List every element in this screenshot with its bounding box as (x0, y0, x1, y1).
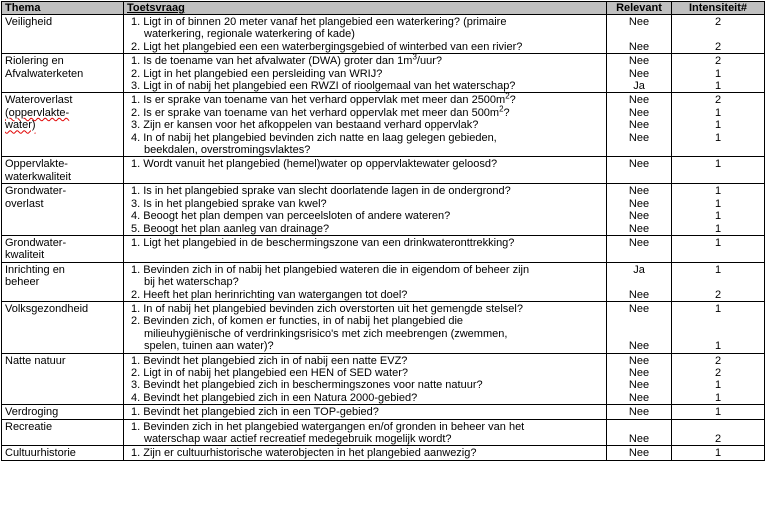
intensity-cell (672, 353, 765, 405)
intensity-value: 2 (714, 433, 722, 445)
question-cell (124, 235, 607, 262)
intensity-value: 1 (714, 379, 722, 392)
relevant-value: Nee (628, 391, 650, 404)
question-cell (124, 15, 607, 54)
intensity-cell (672, 93, 765, 157)
intensity-cell (672, 301, 765, 353)
table-row (2, 262, 765, 301)
question-line: waterschap waar actief recreatief medegebruik mogelijk wordt? (144, 433, 452, 445)
header-intensiteit: Intensiteit# (672, 2, 765, 15)
intensity-value: 2 (714, 55, 722, 68)
question-line: beekdalen, overstromingsvlaktes? (144, 144, 311, 157)
question-line: 1. Is de toename van het afvalwater (DWA) groter dan $1m^3$/uur? (131, 52, 442, 68)
header-toetsvraag: Toetsvraag (124, 2, 607, 15)
question-line: 1. Bevindt het plangebied zich in of nabij een natte EVZ? (131, 354, 408, 367)
question-cell (124, 353, 607, 405)
theme-label: kwaliteit (5, 249, 45, 262)
header-row (2, 2, 765, 15)
intensity-cell (672, 15, 765, 54)
question (131, 104, 603, 119)
relevant-cell (607, 54, 672, 93)
intensity-value: 2 (714, 40, 722, 53)
theme-cell (2, 157, 124, 184)
intensity-value: 1 (714, 80, 722, 93)
theme-label: (oppervlakte- (5, 106, 70, 119)
relevant-value: Nee (628, 185, 650, 198)
table-row (2, 235, 765, 262)
question-line: 1. In of nabij het plangebied bevinden zich overstorten uit het gemengde stelsel? (131, 302, 523, 315)
theme-label: Verdroging (5, 406, 59, 419)
relevant-value: Nee (628, 236, 650, 249)
intensity-value: 2 (714, 94, 722, 107)
question-line: 1. Zijn er cultuurhistorische waterobjecten in het plangebied aanwezig? (131, 447, 477, 460)
theme-label: beheer (5, 276, 40, 289)
theme-cell (2, 405, 124, 419)
relevant-cell (607, 157, 672, 184)
question-line: 1. Wordt vanuit het plangebied (hemel)water op oppervlaktewater geloosd? (131, 158, 498, 171)
question (131, 16, 603, 41)
question (131, 392, 603, 404)
table-row (2, 446, 765, 460)
theme-label: Veiligheid (5, 16, 53, 28)
theme-label: Grondwater- (5, 236, 67, 249)
relevant-cell (607, 405, 672, 419)
intensity-value: 1 (714, 185, 722, 198)
relevant-value: Nee (628, 406, 650, 419)
question (131, 119, 603, 131)
question (131, 264, 603, 289)
intensity-value: 1 (714, 158, 722, 171)
theme-label: Recreatie (5, 420, 53, 433)
theme-label: Afvalwaterketen (5, 67, 84, 80)
theme-label: Wateroverlast (5, 94, 73, 107)
relevant-value: Nee (628, 288, 650, 301)
relevant-value: Nee (628, 366, 650, 379)
theme-label: Oppervlakte- (5, 158, 68, 171)
theme-label: Inrichting en (5, 263, 65, 276)
intensity-value: 1 (714, 447, 722, 460)
theme-label: Riolering en (5, 55, 64, 68)
intensity-value: 1 (714, 131, 722, 144)
question-line: 3. Zijn er kansen voor het afkoppelen van bestaand verhard oppervlak? (131, 119, 479, 132)
intensity-value (672, 276, 764, 288)
table-row (2, 15, 765, 54)
question-line: 2. Ligt in het plangebied een persleiding van WRIJ? (131, 67, 383, 80)
relevant-cell (607, 446, 672, 460)
theme-label: waterkwaliteit (5, 170, 72, 183)
question (131, 80, 603, 92)
question-line: milieuhygiënische of verdrinkingsrisico's met zich meebrengen (zwemmen, (144, 327, 508, 340)
relevant-value: Nee (628, 433, 650, 445)
table-row (2, 184, 765, 236)
intensity-value (672, 421, 764, 433)
question (131, 223, 603, 235)
theme-cell (2, 446, 124, 460)
relevant-value: Nee (628, 16, 650, 28)
relevant-value: Nee (628, 55, 650, 68)
question-line: 2. Ligt het plangebied een een waterbergingsgebied of winterbed van een rivier? (131, 40, 523, 53)
table-row (2, 54, 765, 93)
question-cell (124, 54, 607, 93)
question-cell (124, 419, 607, 446)
intensity-value: 2 (714, 354, 722, 367)
question-line: waterkering, regionale waterkering of kade) (144, 28, 355, 41)
intensity-value: 2 (714, 366, 722, 379)
question (131, 447, 603, 459)
relevant-value: Nee (628, 447, 650, 460)
header-thema: Thema (2, 2, 124, 15)
relevant-value: Nee (628, 354, 650, 367)
relevant-value (607, 315, 671, 327)
relevant-value: Nee (628, 131, 650, 144)
theme-label: Volksgezondheid (5, 302, 89, 315)
table-row (2, 93, 765, 157)
relevant-value: Nee (628, 302, 650, 315)
question-line: 4. Beoogt het plan dempen van perceelsloten of andere wateren? (131, 210, 451, 223)
question-cell (124, 157, 607, 184)
question-line: 1. Bevindt het plangebied zich in een TOP-gebied? (131, 406, 379, 419)
question-line: 1. Bevinden zich in of nabij het plangebied wateren die in eigendom of beheer zijn (131, 263, 530, 276)
intensity-value: 1 (714, 236, 722, 249)
question (131, 355, 603, 367)
question (131, 237, 603, 249)
intensity-value: 1 (714, 106, 722, 119)
relevant-cell (607, 235, 672, 262)
theme-cell (2, 15, 124, 54)
table-row (2, 157, 765, 184)
question-cell (124, 93, 607, 157)
question-line: 1. Is in het plangebied sprake van slecht doorlatende lagen in de ondergrond? (131, 185, 511, 198)
relevant-value: Nee (628, 94, 650, 107)
question-line: 5. Beoogt het plan aanleg van drainage? (131, 222, 330, 235)
relevant-value: Ja (633, 80, 645, 93)
question-cell (124, 184, 607, 236)
question-line: 4. In of nabij het plangebied bevinden zich natte en laag gelegen gebieden, (131, 131, 497, 144)
question-line: 4. Bevindt het plangebied zich in een Natura 2000-gebied? (131, 391, 418, 404)
intensity-cell (672, 405, 765, 419)
intensity-value: 1 (714, 119, 722, 132)
relevant-value (607, 276, 671, 288)
question (131, 289, 603, 301)
intensity-value: 2 (714, 16, 722, 28)
theme-cell (2, 262, 124, 301)
question (131, 52, 603, 68)
relevant-cell (607, 184, 672, 236)
toetsvragen-table (1, 1, 765, 461)
question-cell (124, 446, 607, 460)
intensity-value (672, 328, 764, 340)
relevant-value (607, 28, 671, 40)
relevant-cell (607, 262, 672, 301)
question (131, 198, 603, 210)
intensity-value: 2 (714, 288, 722, 301)
intensity-cell (672, 235, 765, 262)
question (131, 421, 603, 446)
relevant-value: Nee (628, 67, 650, 80)
relevant-value (607, 328, 671, 340)
question-line: 3. Is in het plangebied sprake van kwel? (131, 197, 327, 210)
theme-label: Grondwater- (5, 185, 67, 198)
question (131, 303, 603, 315)
relevant-cell (607, 419, 672, 446)
relevant-value: Nee (628, 158, 650, 171)
question (131, 367, 603, 379)
intensity-value: 1 (714, 340, 722, 353)
question (131, 91, 603, 107)
table-body (2, 15, 765, 461)
question-line: 2. Bevinden zich, of komen er functies, in of nabij het plangebied die (131, 315, 464, 328)
intensity-value: 1 (714, 197, 722, 210)
theme-cell (2, 301, 124, 353)
theme-label: Natte natuur (5, 354, 66, 367)
question-cell (124, 262, 607, 301)
question (131, 315, 603, 352)
question (131, 132, 603, 157)
question-line: 1. Ligt in of binnen 20 meter vanaf het plangebied een waterkering? (primaire (131, 16, 507, 28)
theme-cell (2, 184, 124, 236)
header-relevant: Relevant (607, 2, 672, 15)
intensity-value (672, 315, 764, 327)
relevant-value: Nee (628, 210, 650, 223)
theme-cell (2, 353, 124, 405)
table-row (2, 419, 765, 446)
question-line: 1. Ligt het plangebied in de beschermingszone van een drinkwateronttrekking? (131, 236, 515, 249)
relevant-cell (607, 301, 672, 353)
intensity-cell (672, 419, 765, 446)
question (131, 406, 603, 418)
theme-cell (2, 93, 124, 157)
question (131, 379, 603, 391)
question-line: 2. Is er sprake van toename van het verhard oppervlak met meer dan $500m^2$? (131, 104, 510, 119)
intensity-cell (672, 262, 765, 301)
question-line: 3. Ligt in of nabij het plangebied een RWZI of rioolgemaal van het waterschap? (131, 80, 516, 93)
theme-cell (2, 235, 124, 262)
theme-label: overlast (5, 197, 44, 210)
intensity-value: 1 (714, 391, 722, 404)
relevant-cell (607, 93, 672, 157)
relevant-value: Nee (628, 222, 650, 235)
relevant-value: Nee (628, 40, 650, 53)
question (131, 185, 603, 197)
intensity-value: 1 (714, 222, 722, 235)
relevant-value: Nee (628, 106, 650, 119)
relevant-value: Nee (628, 119, 650, 132)
table-row (2, 301, 765, 353)
intensity-value: 1 (714, 302, 722, 315)
intensity-value: 1 (714, 406, 722, 419)
question-line: 2. Ligt in of nabij het plangebied een HEN of SED water? (131, 366, 409, 379)
intensity-value: 1 (714, 263, 722, 276)
relevant-cell (607, 15, 672, 54)
question (131, 158, 603, 170)
table-row (2, 353, 765, 405)
question (131, 41, 603, 53)
relevant-value: Nee (628, 340, 650, 353)
question-line: 1. Is er sprake van toename van het verhard oppervlak met meer dan $2500m^2$? (131, 91, 516, 107)
relevant-value: Ja (633, 263, 645, 276)
intensity-cell (672, 446, 765, 460)
intensity-value: 1 (714, 210, 722, 223)
intensity-value: 1 (714, 67, 722, 80)
intensity-value (672, 28, 764, 40)
question-cell (124, 405, 607, 419)
question (131, 210, 603, 222)
theme-label: water) (5, 119, 36, 132)
intensity-cell (672, 184, 765, 236)
question-cell (124, 301, 607, 353)
question-line: spelen, tuinen aan water)? (144, 340, 274, 353)
relevant-value (607, 421, 671, 433)
relevant-value: Nee (628, 197, 650, 210)
theme-cell (2, 54, 124, 93)
question-line: 2. Heeft het plan herinrichting van watergangen tot doel? (131, 288, 408, 301)
theme-cell (2, 419, 124, 446)
relevant-cell (607, 353, 672, 405)
question-line: bij het waterschap? (144, 276, 239, 289)
table-row (2, 405, 765, 419)
intensity-cell (672, 157, 765, 184)
relevant-value: Nee (628, 379, 650, 392)
intensity-cell (672, 54, 765, 93)
question (131, 68, 603, 80)
question-line: 1. Bevinden zich in het plangebied watergangen en/of gronden in beheer van het (131, 420, 525, 433)
question-line: 3. Bevindt het plangebied zich in beschermingszones voor natte natuur? (131, 379, 483, 392)
theme-label: Cultuurhistorie (5, 447, 76, 460)
